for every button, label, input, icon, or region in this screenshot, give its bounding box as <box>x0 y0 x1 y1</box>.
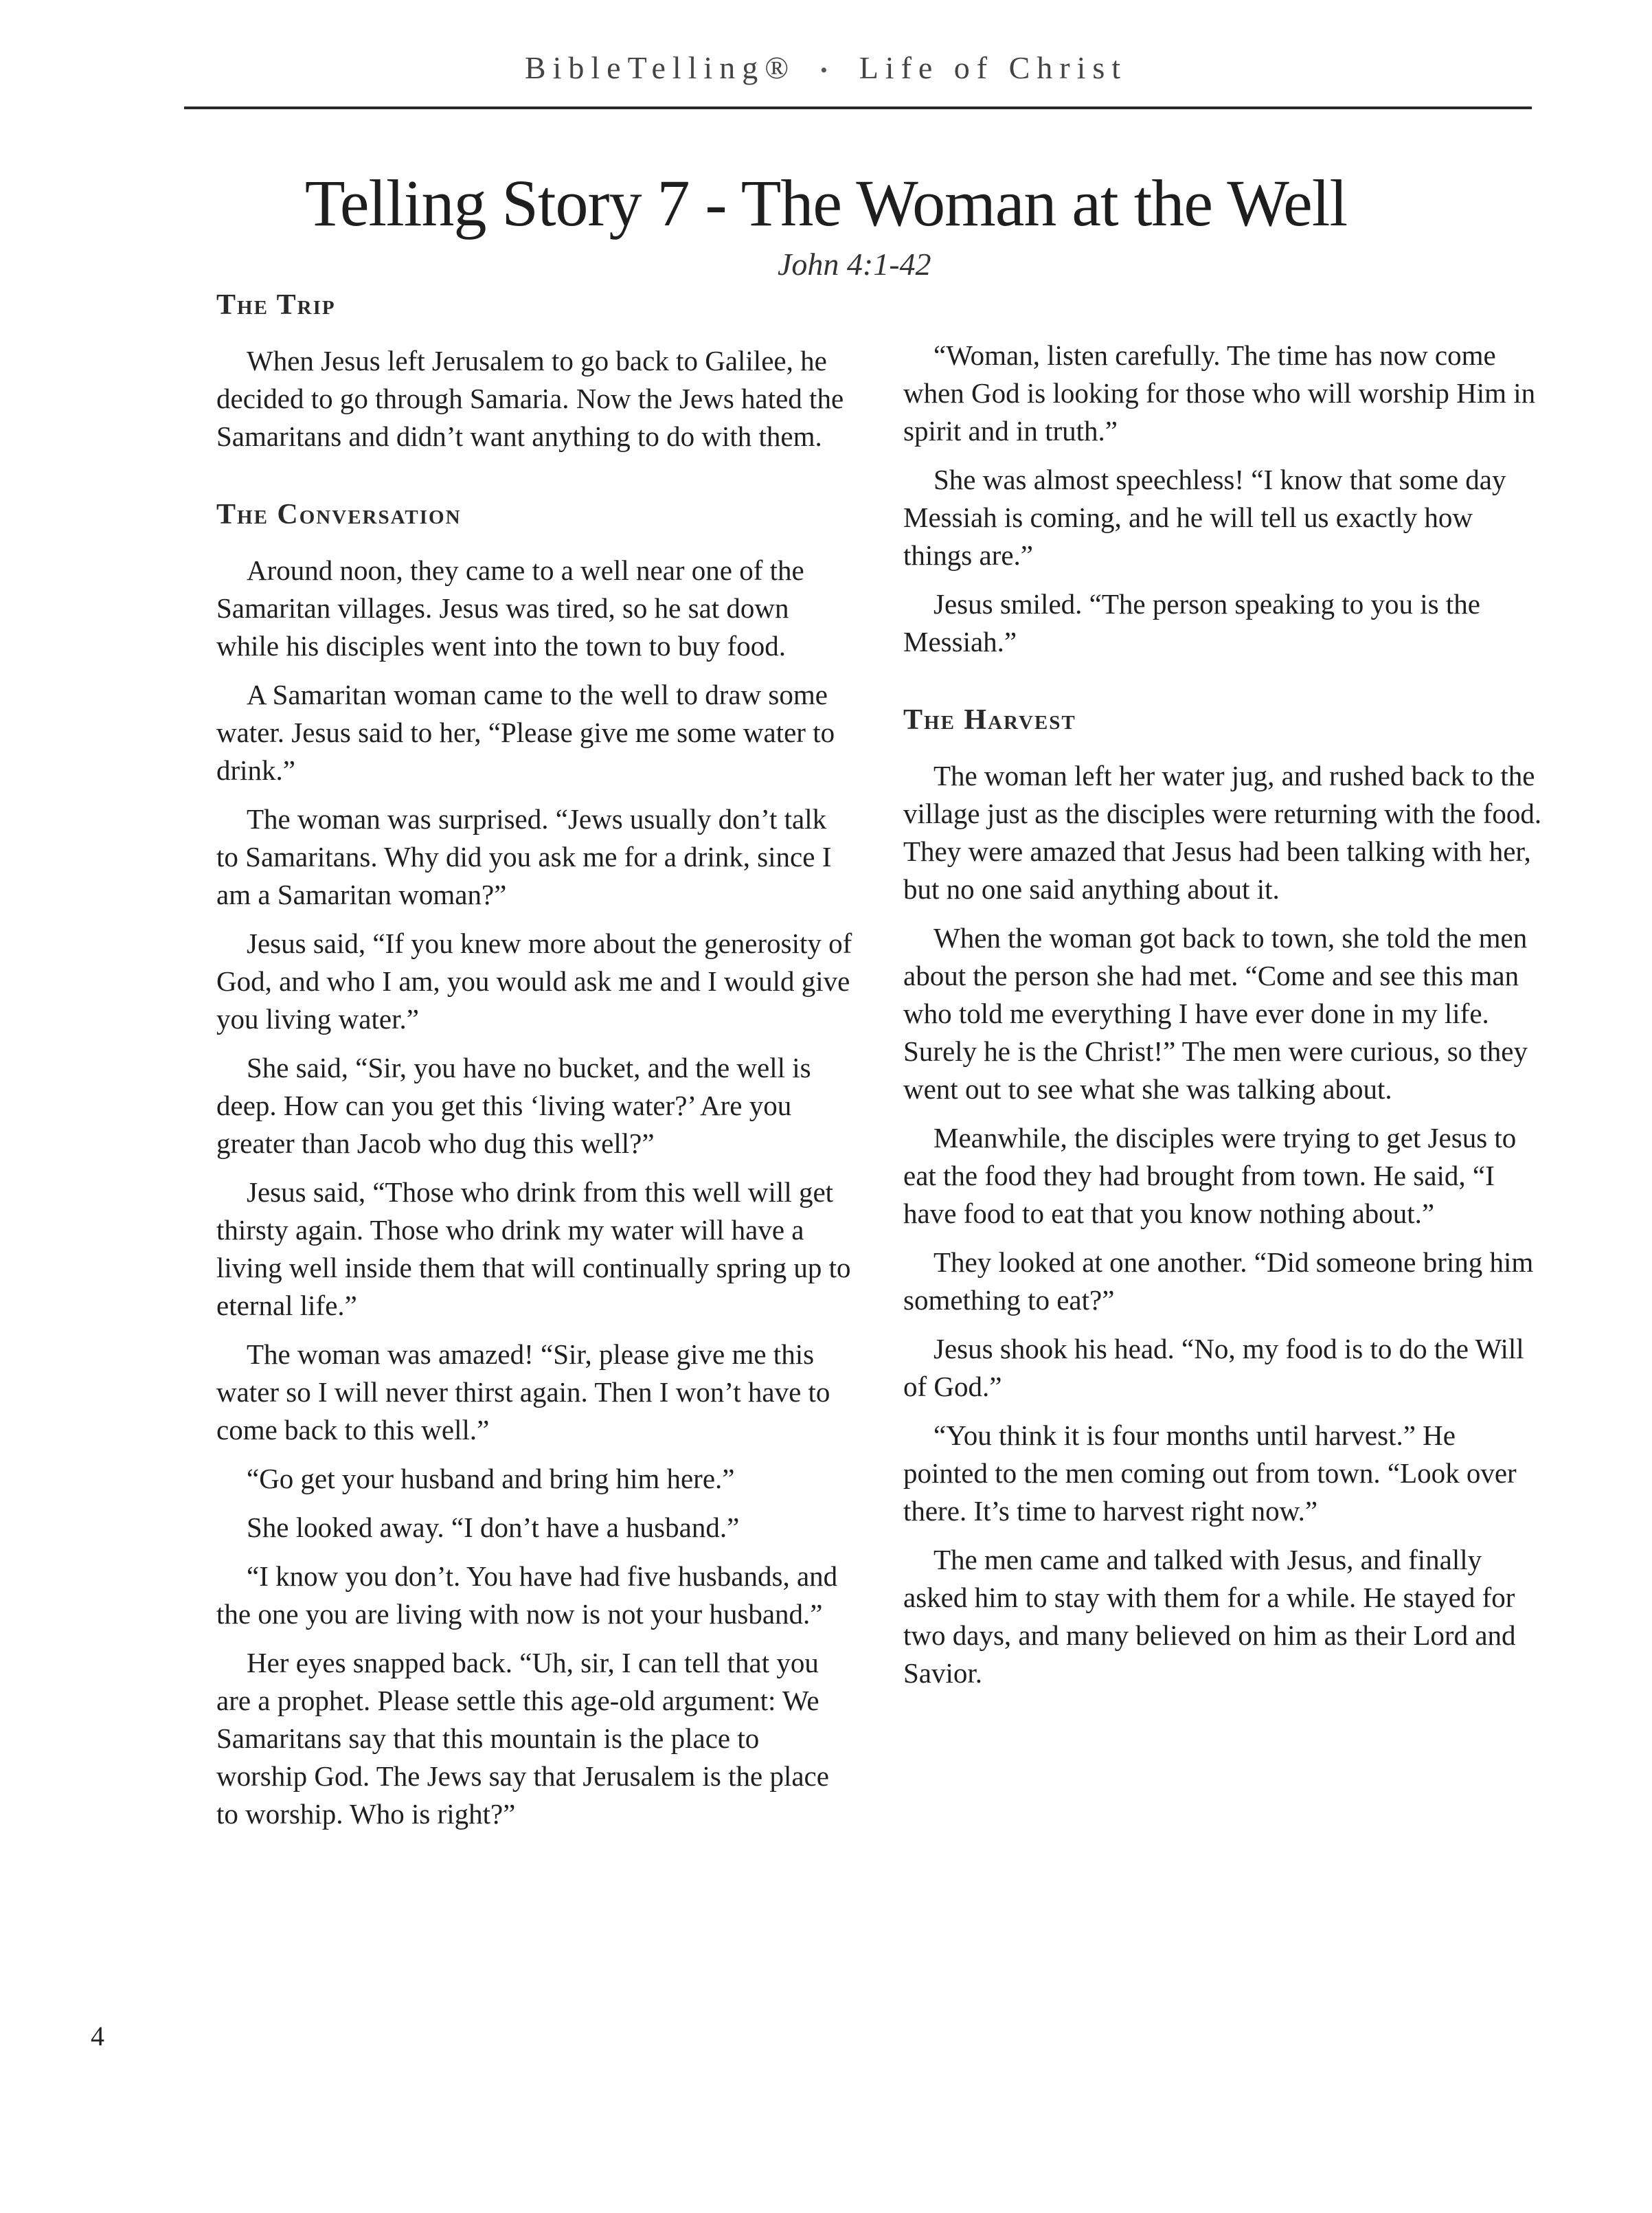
running-head <box>0 49 1652 86</box>
paragraph: They looked at one another. “Did someone bring him something to eat?” <box>903 1246 1534 1316</box>
paragraph: When the woman got back to town, she told the men about the person she had met. “Come and see this man who told me everything I have ever done in my life. Surely he is the Christ!” The men were curious, so they went out to see what she was talking about. <box>903 922 1528 1105</box>
paragraph: Jesus smiled. “The person speaking to you is the Messiah.” <box>903 588 1480 658</box>
page-title: Telling Story 7 - The Woman at the Well <box>304 166 1348 240</box>
paragraph: “Go get your husband and bring him here.” <box>247 1463 735 1494</box>
series-subtitle: Life of Christ <box>859 50 1128 85</box>
paragraph: Jesus said, “If you knew more about the generosity of God, and who I am, you would ask me and I would give you living water.” <box>216 928 852 1035</box>
paragraph: When Jesus left Jerusalem to go back to Galilee, he decided to go through Samaria. Now the Jews hated the Samaritans and didn’t want anything to do with them. <box>216 345 844 452</box>
paragraph: Meanwhile, the disciples were trying to get Jesus to eat the food they had brought from town. He said, “I have food to eat that you know nothing about.” <box>903 1122 1517 1229</box>
paragraph: A Samaritan woman came to the well to draw some water. Jesus said to her, “Please give me some water to drink.” <box>216 679 835 786</box>
section-heading-conversation: The Conversation <box>216 499 462 530</box>
page-number: 4 <box>91 2021 104 2052</box>
paragraph: “Woman, listen carefully. The time has now come when God is looking for those who will worship Him in spirit and in truth.” <box>903 339 1536 447</box>
series-title: BibleTelling® <box>524 50 796 85</box>
paragraph: “I know you don’t. You have had five husbands, and the one you are living with now is not your husband.” <box>216 1560 838 1630</box>
scripture-reference: John 4:1-42 <box>778 247 931 282</box>
paragraph: The woman was amazed! “Sir, please give me this water so I will never thirst again. Then I won’t have to come back to this well.” <box>216 1338 830 1446</box>
paragraph: She said, “Sir, you have no bucket, and the well is deep. How can you get this ‘living water?’ Are you greater than Jacob who dug this well?” <box>216 1052 811 1159</box>
right-column <box>903 337 1542 1703</box>
paragraph: She looked away. “I don’t have a husband.” <box>247 1512 740 1543</box>
left-column <box>216 289 855 1844</box>
paragraph: The woman left her water jug, and rushed back to the village just as the disciples were returning with the food. They were amazed that Jesus had been talking with her, but no one said anything about it. <box>903 760 1542 905</box>
paragraph: The men came and talked with Jesus, and finally asked him to stay with them for a while. He stayed for two days, and many believed on him as their Lord and Savior. <box>903 1544 1516 1689</box>
header-separator: • <box>820 59 835 82</box>
paragraph: Her eyes snapped back. “Uh, sir, I can tell that you are a prophet. Please settle this age-old argument: We Samaritans say that this mountain is the place to worship God. The Jews say that Jerusalem is the place to worship. Who is right?” <box>216 1647 829 1830</box>
header-rule <box>184 106 1532 109</box>
paragraph: The woman was surprised. “Jews usually don’t talk to Samaritans. Why did you ask me for a drink, since I am a Samaritan woman?” <box>216 803 832 910</box>
paragraph: She was almost speechless! “I know that some day Messiah is coming, and he will tell us exactly how things are.” <box>903 464 1506 571</box>
paragraph: Around noon, they came to a well near one of the Samaritan villages. Jesus was tired, so he sat down while his disciples went into the town to buy food. <box>216 554 804 662</box>
paragraph: “You think it is four months until harvest.” He pointed to the men coming out from town. “Look over there. It’s time to harvest right now.” <box>903 1419 1517 1527</box>
section-heading-trip: The Trip <box>216 289 336 321</box>
paragraph: Jesus shook his head. “No, my food is to do the Will of God.” <box>903 1333 1524 1402</box>
paragraph: Jesus said, “Those who drink from this well will get thirsty again. Those who drink my water will have a living well inside them that will continually spring up to eternal life.” <box>216 1176 851 1321</box>
section-heading-harvest: The Harvest <box>903 704 1076 736</box>
